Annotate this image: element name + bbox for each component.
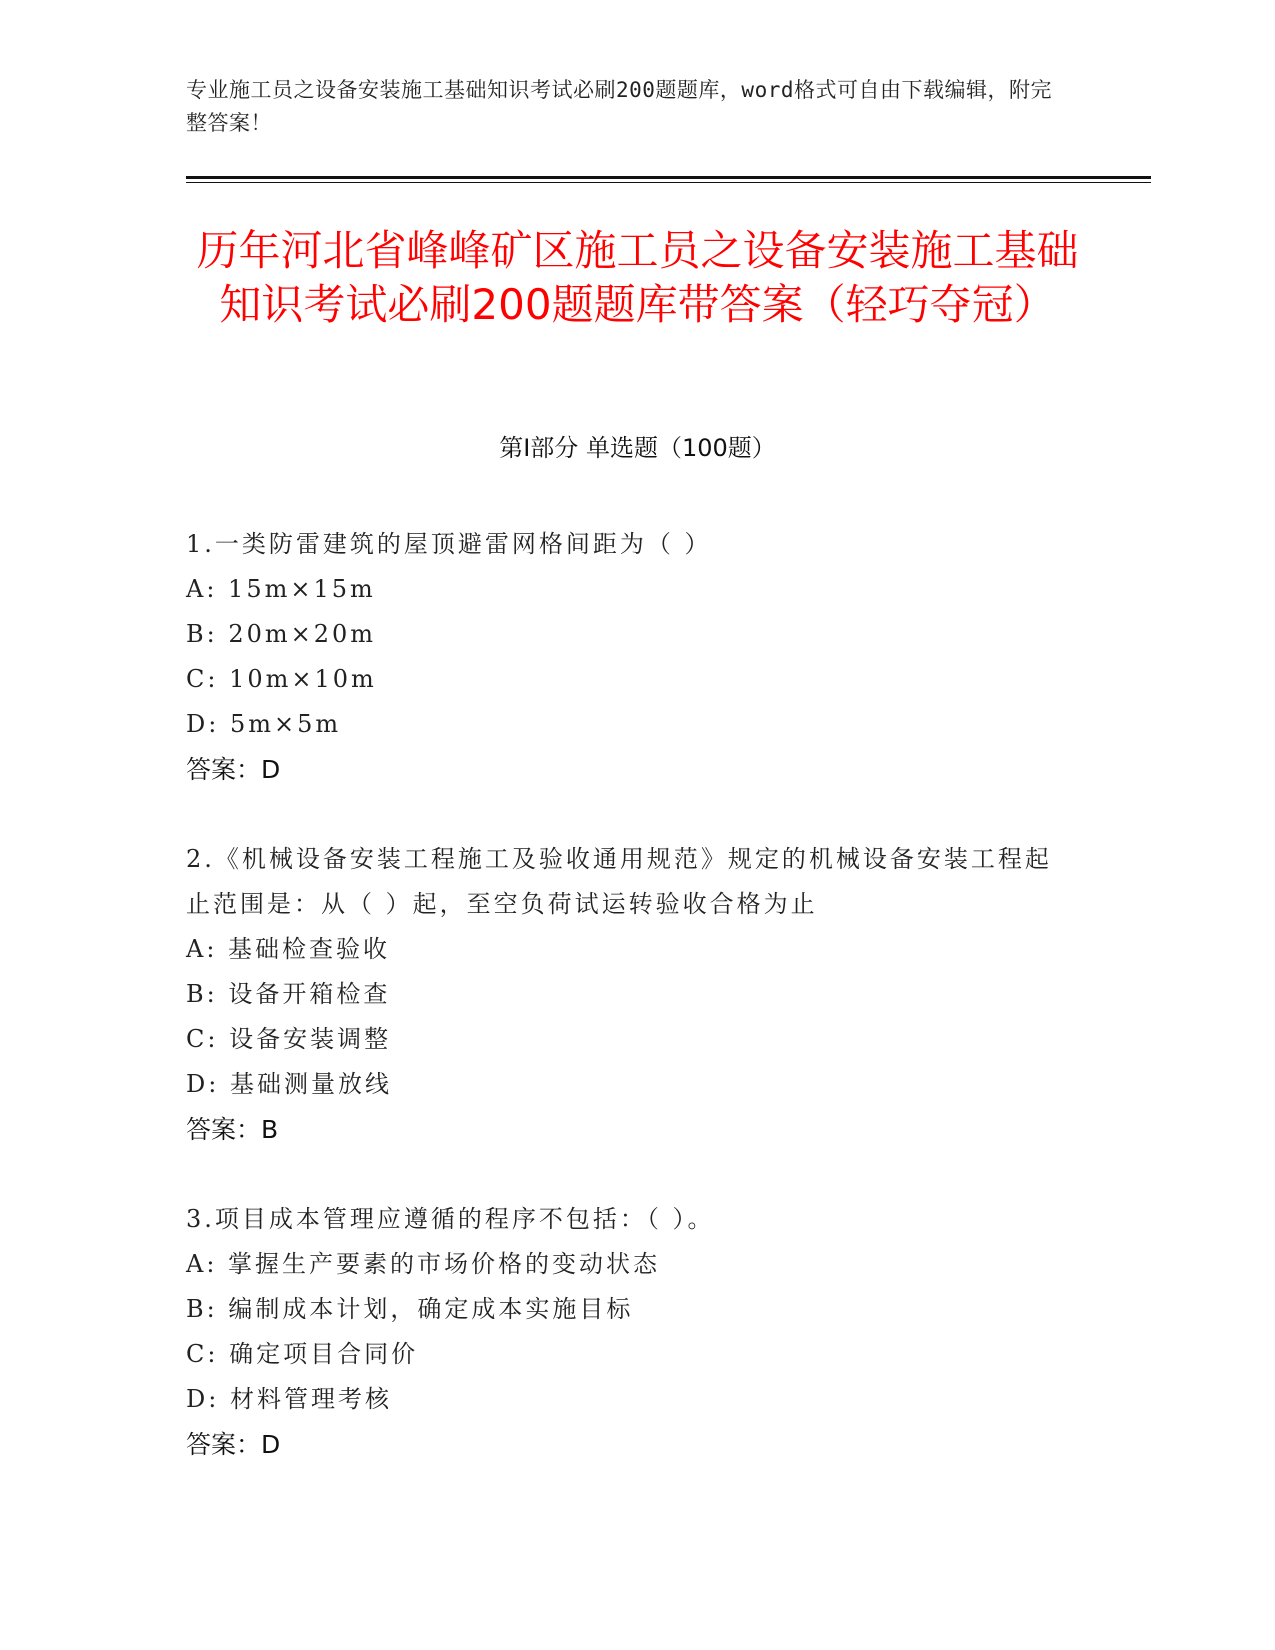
option-c: C: 设备安装调整 — [186, 1025, 392, 1053]
question-stem: 1.一类防雷建筑的屋顶避雷网格间距为（ ） — [186, 530, 712, 558]
answer: 答案：B — [186, 1115, 279, 1144]
question-2 — [186, 837, 1066, 1152]
question-1 — [186, 522, 1066, 792]
document-title: 历年河北省峰峰矿区施工员之设备安装施工基础知识考试必刷200题题库带答案（轻巧夺冠） — [196, 226, 1079, 329]
header-note: 专业施工员之设备安装施工基础知识考试必刷200题题库，word格式可自由下载编辑，附完整答案！ — [186, 78, 1052, 135]
option-b: B: 设备开箱检查 — [186, 980, 391, 1008]
answer: 答案：D — [186, 755, 281, 784]
option-c: C: 10m×10m — [186, 665, 377, 693]
option-d: D: 基础测量放线 — [186, 1070, 392, 1098]
option-a: A: 掌握生产要素的市场价格的变动状态 — [186, 1250, 661, 1278]
option-d: D: 材料管理考核 — [186, 1385, 392, 1413]
option-b: B: 20m×20m — [186, 620, 377, 648]
question-list — [186, 522, 1066, 1512]
option-a: A: 基础检查验收 — [186, 935, 391, 963]
option-c: C: 确定项目合同价 — [186, 1340, 419, 1368]
option-a: A: 15m×15m — [186, 575, 376, 603]
question-stem: 3.项目成本管理应遵循的程序不包括：（ ）。 — [186, 1205, 715, 1233]
section-title: 第I部分 单选题（100题） — [499, 434, 776, 462]
header-divider-thin — [186, 182, 1151, 183]
question-3 — [186, 1197, 1066, 1467]
answer: 答案：D — [186, 1430, 281, 1459]
header-divider-thick — [186, 176, 1151, 179]
option-d: D: 5m×5m — [186, 710, 342, 738]
question-stem: 2.《机械设备安装工程施工及验收通用规范》规定的机械设备安装工程起止范围是：从（ ）起，至空负荷试运转验收合格为止 — [186, 845, 1052, 918]
option-b: B: 编制成本计划，确定成本实施目标 — [186, 1295, 634, 1323]
